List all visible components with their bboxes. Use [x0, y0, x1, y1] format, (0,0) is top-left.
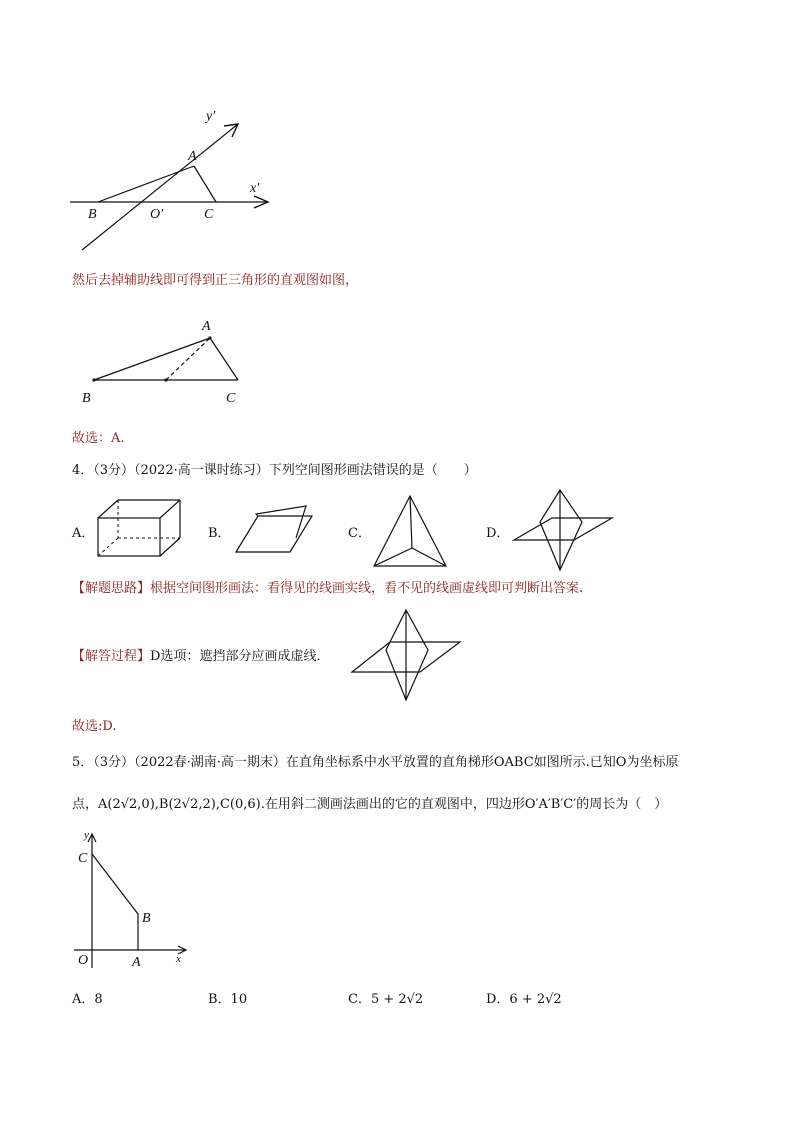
fig1-label-a: A [188, 149, 197, 164]
fig1-label-y: y′ [206, 109, 216, 124]
q5-label-o: O [78, 953, 89, 968]
q4-option-c-label: C． [348, 526, 371, 541]
question-5-line1: 5．（3分）（2022春·湖南·高一期末）在直角坐标系中水平放置的直角梯形OABC如图所示.已知O为坐标原 [72, 755, 679, 770]
question-5-line2: 点，A(2√2,0),B(2√2,2),C(0,6).在用斜二测画法画出的它的直观图中，四边形O′A′B′C′的周长为（ ） [72, 797, 668, 812]
question-4-stem: 4．（3分）（2022·高一课时练习）下列空间图形画法错误的是（ ） [72, 463, 477, 478]
fig2-label-c: C [226, 391, 236, 406]
solution-process-tag: 【解答过程】 [72, 649, 151, 664]
fig1-label-x: x′ [250, 181, 260, 196]
fig1-label-o: O′ [150, 207, 164, 222]
q5-label-c: C [78, 851, 88, 866]
solution-idea-tag: 【解题思路】 [72, 581, 151, 596]
q5-option-a: A．8 [72, 992, 103, 1007]
q5-label-x: x [176, 953, 181, 965]
q5-label-a: A [132, 955, 141, 970]
answer-3: 故选：A. [72, 431, 125, 446]
q4-option-b-label: B． [208, 526, 231, 541]
fig2-label-b: B [82, 391, 91, 406]
q5-option-b: B．10 [208, 992, 248, 1007]
q5-label-b: B [142, 911, 151, 926]
solution-idea-text: 根据空间图形画法：看得见的线画实线，看不见的线画虚线即可判断出答案. [150, 581, 584, 596]
q4-option-a-label: A． [72, 526, 95, 541]
q5-label-y: y [84, 829, 89, 841]
answer-4: 故选:D. [72, 719, 117, 734]
explanation-line: 然后去掉辅助线即可得到正三角形的直观图如图， [72, 273, 359, 288]
q5-option-d: D．6 + 2√2 [486, 992, 562, 1007]
q5-option-c: C．5 + 2√2 [348, 992, 424, 1007]
fig1-label-b: B [88, 207, 97, 222]
solution-process-text: D选项：遮挡部分应画成虚线． [150, 649, 330, 664]
q4-option-d-label: D． [486, 526, 510, 541]
fig1-label-c: C [204, 207, 214, 222]
fig2-label-a: A [202, 319, 211, 334]
